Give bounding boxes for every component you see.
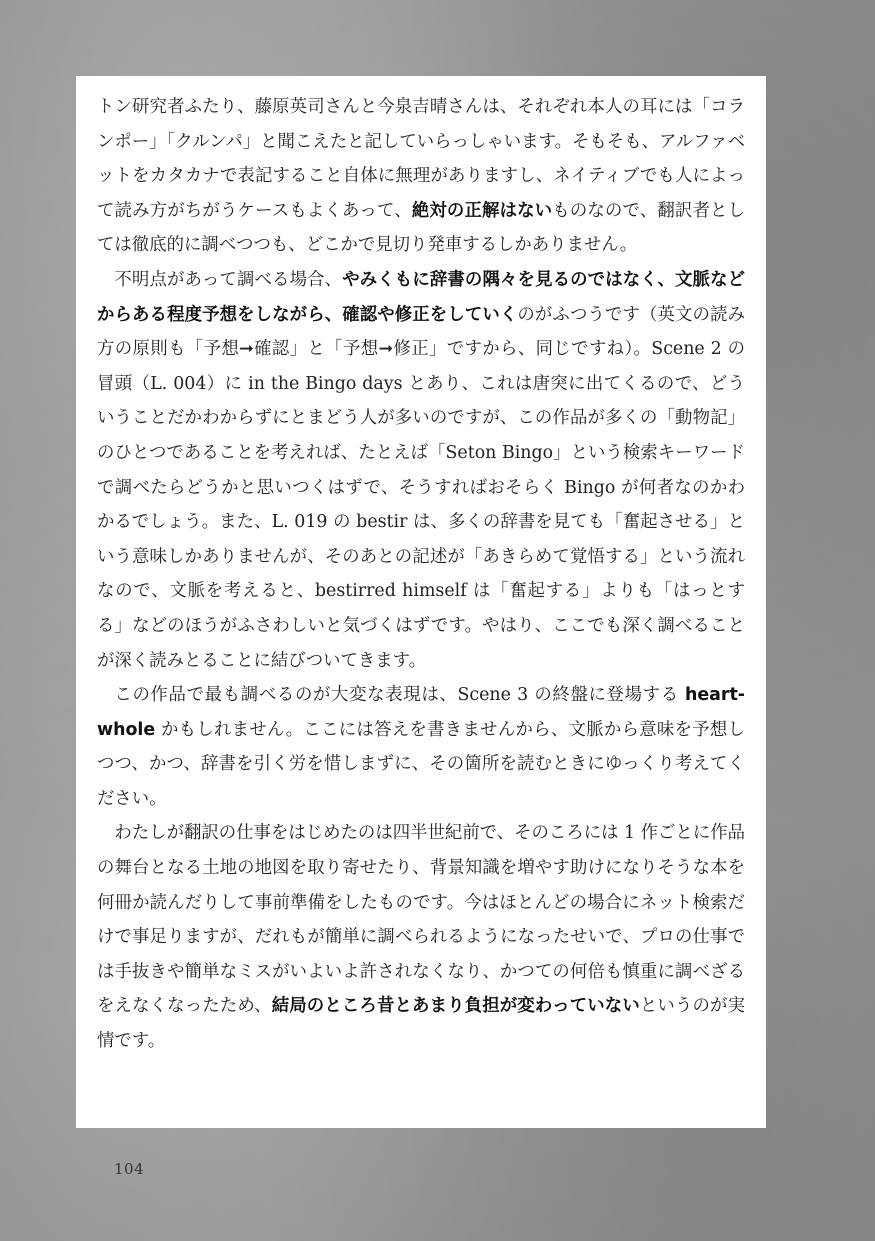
paragraph-2 (97, 263, 745, 678)
paragraph-text: トン研究者ふたり、藤原英司さんと今泉吉晴さんは、それぞれ本人の耳には「コランポー」「クルンパ」と聞こえたと記していらっしゃいます。そもそも、アルファベットをカタカナで表記すること自体に無理がありますし、ネイティブでも人によって読み方がちがうケースもよくあって、 (97, 97, 745, 221)
bold-emphasis: やみくもに辞書の隅々を見るのではなく、文脈などからある程度予想をしながら、確認や修正をしていく (97, 269, 746, 325)
paragraph-text: 不明点があって調べる場合、 (114, 269, 343, 290)
paragraph-text: というのが実情です。 (97, 996, 745, 1052)
paragraph-1 (97, 90, 745, 263)
paragraph-4 (97, 816, 745, 1058)
paragraph-text: のがふつうです（英文の読み方の原則も「予想➞確認」と「予想➞修正」ですから、同じですね）。Scene 2 の冒頭（L. 004）に in the Bingo days とあり、これは唐突に出てくるので、どういうことだかわからずにとまどう人が多いのですが、この作品が多くの「動物記」のひとつであることを考えれば、たとえば「Seton Bingo」という検索キーワードで調べたらどうかと思いつくはずで、そうすればおそらく Bingo が何者なのかわかるでしょう。また、L. 019 の bestir は、多くの辞書を見ても「奮起させる」という意味しかありませんが、そのあとの記述が「あきらめて覚悟する」という流れなので、文脈を考えると、bestirred himself は「奮起する」よりも「はっとする」などのほうがふさわしいと気づくはずです。やはり、ここでも深く調べることが深く読みとることに結びついてきます。 (97, 304, 745, 671)
paragraph-3 (97, 678, 745, 816)
bold-emphasis: 結局のところ昔とあまり負担が変わっていない (271, 996, 640, 1017)
paragraph-text: かもしれません。ここには答えを書きませんから、文脈から意味を予想しつつ、かつ、辞書を引く労を惜しまずに、その箇所を読むときにゆっくり考えてください。 (97, 719, 745, 809)
bold-emphasis: 絶対の正解はない (411, 200, 553, 221)
paragraph-text: この作品で最も調べるのが大変な表現は、Scene 3 の終盤に登場する (114, 685, 685, 706)
paragraph-text: ものなので、翻訳者としては徹底的に調べつつも、どこかで見切り発車するしかありません。 (97, 200, 745, 256)
bold-emphasis: heart-whole (97, 685, 745, 740)
book-page (76, 76, 766, 1128)
page-number: 104 (114, 1160, 145, 1178)
paragraph-text: わたしが翻訳の仕事をはじめたのは四半世紀前で、そのころには 1 作ごとに作品の舞台となる土地の地図を取り寄せたり、背景知識を増やす助けになりそうな本を何冊か読んだりして事前準備をしたものです。今はほとんどの場合にネット検索だけで事足りますが、だれもが簡単に調べられるようになったせいで、プロの仕事では手抜きや簡単なミスがいよいよ許されなくなり、かつての何倍も慎重に調べざるをえなくなったため、 (97, 823, 745, 1017)
